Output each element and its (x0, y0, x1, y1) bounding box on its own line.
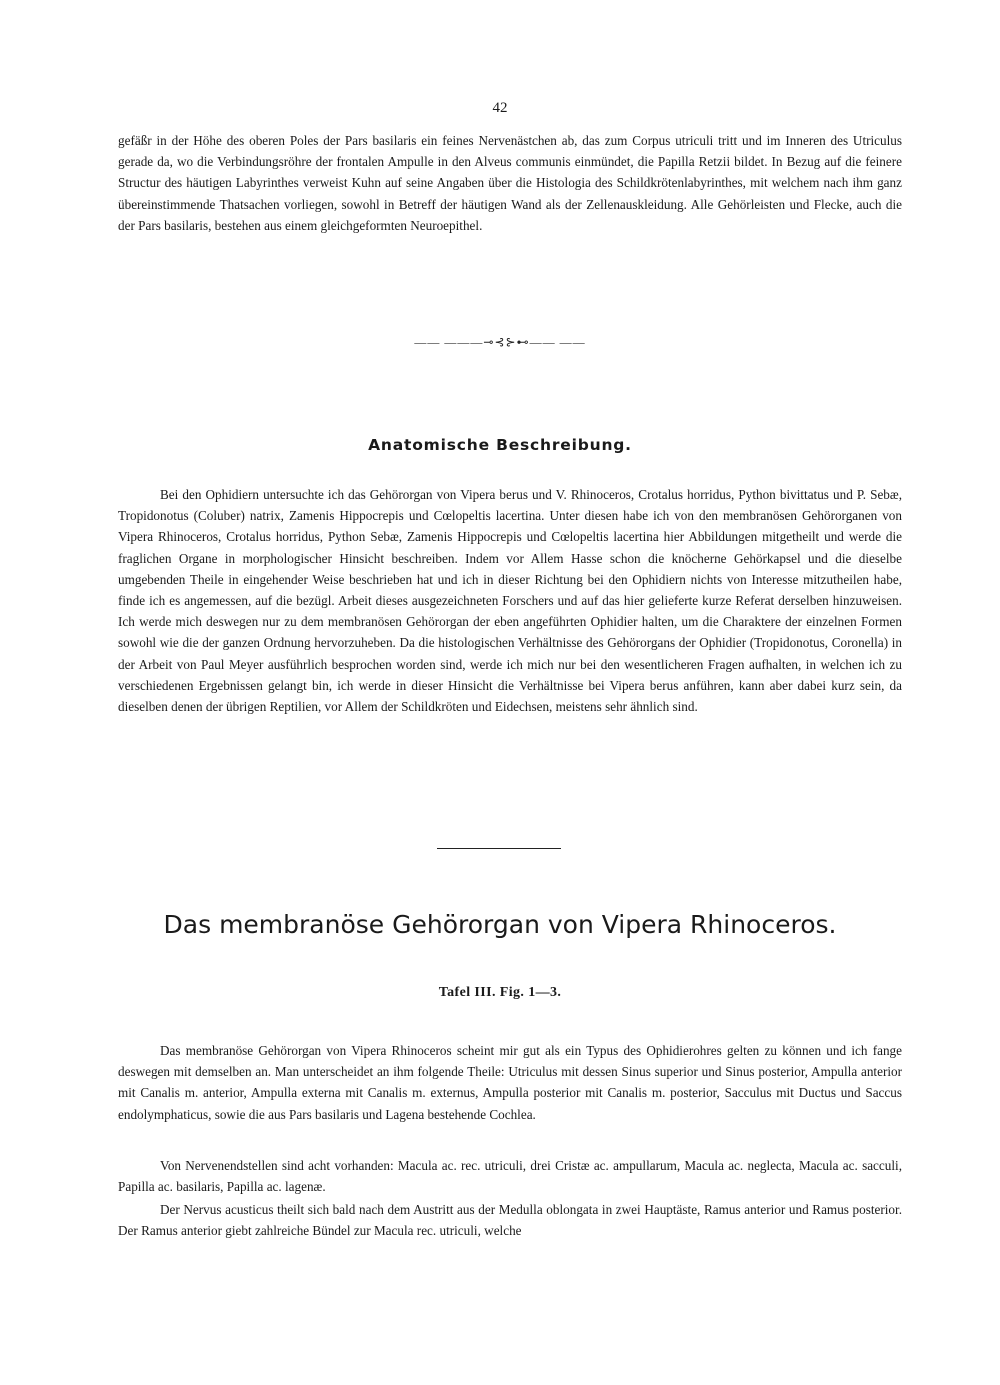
divider-rule (437, 848, 561, 849)
chapter-paragraph-3: Der Nervus acusticus theilt sich bald nach dem Austritt aus der Medulla oblongata in zwei Hauptäste, Ramus anterior und Ramus posterior. Der Ramus anterior giebt zahlreiche Bündel zur Macula rec. utriculi, welche (118, 1202, 902, 1239)
section-paragraph: Bei den Ophidiern untersuchte ich das Gehörorgan von Vipera berus und V. Rhinoceros, Crotalus horridus, Python bivittatus und P. Sebæ, Tropidonotus (Coluber) natrix, Zamenis Hippocrepis und Cœlopeltis lacertina. Unter diesen habe ich von den membranösen Gehörorganen von Vipera Rhinoceros, Crotalus horridus, Python Sebæ, Zamenis Hippocrepis und Cœlopeltis lacertina hier Abbildungen mitgetheilt und werde die fraglichen Organe in morphologischer Hinsicht beschreiben. Indem vor Allem Hasse schon die knöcherne Gehörkapsel und die dieselbe umgebenden Theile in eingehender Weise beschrieben hat und ich in dieser Richtung bei den Ophidiern nichts von Interesse mitzutheilen habe, finde ich es angemessen, auf die bezügl. Arbeit dieses ausgezeichneten Forschers und auf das hier gelieferte kurze Referat derselben hinzuweisen. Ich werde mich deswegen nur zu dem membranösen Gehörorgan der eben angeführten Ophidier halten, um die Charaktere der einzelnen Formen sowohl wie die der ganzen Ordnung hervorzuheben. Da die histologischen Verhältnisse des Gehörorgans der Ophidier (Tropidonotus, Coronella) in der Arbeit von Paul Meyer ausführlich besprochen worden sind, werde ich mich nur bei den wesentlicheren Fragen aufhalten, in welchen ich zu verschiedenen Ergebnissen gelangt bin, ich werde in dieser Hinsicht die Verhältnisse bei Vipera berus anführen, kann aber dabei kurz sein, da dieselben denen der übrigen Reptilien, vor Allem der Schildkröten und Eidechsen, meistens sehr ähnlich sind. (118, 487, 902, 715)
chapter-paragraph-1: Das membranöse Gehörorgan von Vipera Rhinoceros scheint mir gut als ein Typus des Ophidierohres gelten zu können und ich fange deswegen mit demselben an. Man unterscheidet an ihm folgende Theile: Utriculus mit dessen Sinus superior und Sinus posterior, Ampulla anterior mit Canalis m. anterior, Ampulla externa mit Canalis m. externus, Ampulla posterior mit Canalis m. posterior, Sacculus mit Ductus und Saccus endolymphaticus, sowie die aus Pars basilaris und Lagena bestehende Cochlea. (118, 1043, 902, 1122)
page-number: 42 (492, 100, 508, 116)
chapter-paragraph-2: Von Nervenendstellen sind acht vorhanden: Macula ac. rec. utriculi, drei Cristæ ac. ampullarum, Macula ac. neglecta, Macula ac. sacculi, Papilla ac. basilaris, Papilla ac. lagenæ. (118, 1158, 902, 1195)
chapter-title: Das membranöse Gehörorgan von Vipera Rhinoceros. (163, 910, 837, 939)
plate-reference: Tafel III. Fig. 1—3. (438, 985, 562, 1000)
ornament-divider: —— ———⊸⊰⊱⊷—— —— (414, 335, 586, 349)
intro-paragraph: gefäßr in der Höhe des oberen Poles der Pars basilaris ein feines Nervenästchen ab, das zum Corpus utriculi tritt und im Inneren des Utriculus gerade da, wo die Verbindungsröhre der frontalen Ampulle in den Alveus communis einmündet, die Papilla Retzii bildet. In Bezug auf die feinere Structur des häutigen Labyrinthes verweist Kuhn auf seine Angaben über die Histologia des Schildkrötenlabyrinthes, mit welchem nach ihm ganz übereinstimmende Thatsachen vorliegen, sowohl in Betreff der häutigen Wand als der Zellenauskleidung. Alle Gehörleisten und Flecke, auch die der Pars basilaris, bestehen aus einem gleichgeformten Neuroepithel. (118, 133, 902, 233)
section-title: Anatomische Beschreibung. (368, 436, 632, 454)
